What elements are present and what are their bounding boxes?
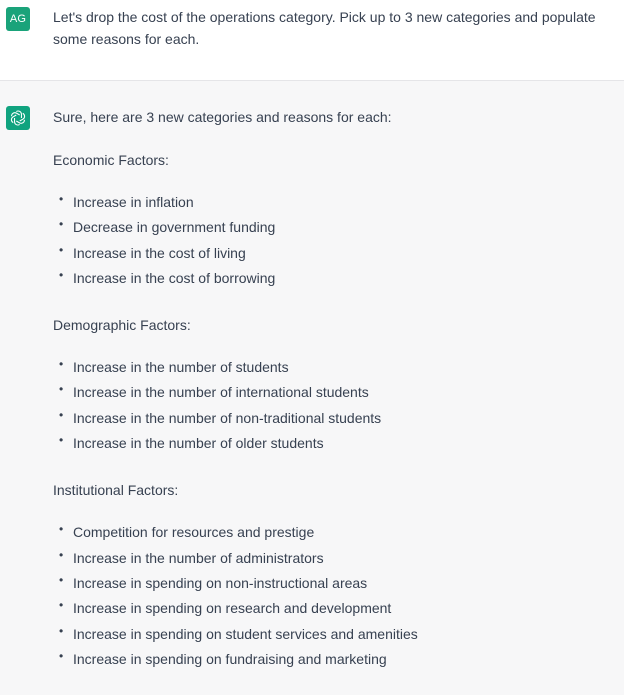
list-item-text: Increase in the cost of living	[73, 244, 246, 261]
demographic-factors-list	[53, 357, 613, 458]
list-item	[53, 357, 613, 382]
list-item-text: Increase in spending on research and development	[73, 600, 392, 617]
list-item	[53, 243, 613, 268]
list-item	[53, 433, 613, 458]
list-item-text: Increase in spending on student services and amenities	[73, 625, 418, 642]
bullet-icon: •	[59, 598, 64, 613]
list-item	[53, 548, 613, 573]
bullet-icon: •	[59, 648, 64, 663]
bullet-icon: •	[59, 547, 64, 562]
list-item-text: Decrease in government funding	[73, 219, 276, 236]
list-item	[53, 649, 613, 674]
list-item	[53, 624, 613, 649]
list-item	[53, 217, 613, 242]
list-item-text: Increase in the number of international students	[73, 384, 369, 401]
user-message-text: Let's drop the cost of the operations category. Pick up to 3 new categories and populate some reasons for each.	[53, 9, 596, 47]
list-item	[53, 268, 613, 293]
institutional-factors-list	[53, 522, 613, 674]
list-item-text: Increase in the number of administrators	[73, 549, 324, 566]
list-item-text: Increase in the number of non-traditional students	[73, 409, 382, 426]
list-item-text: Competition for resources and prestige	[73, 524, 315, 541]
bullet-icon: •	[59, 522, 64, 537]
bullet-icon: •	[59, 407, 64, 422]
openai-logo-icon	[6, 106, 30, 130]
list-item	[53, 382, 613, 407]
list-item	[53, 408, 613, 433]
bullet-icon: •	[59, 192, 64, 206]
list-item	[53, 192, 613, 217]
bullet-icon: •	[59, 433, 64, 448]
list-item	[53, 573, 613, 598]
list-item-text: Increase in inflation	[73, 194, 194, 210]
list-item-text: Increase in spending on non-instructional areas	[73, 574, 368, 591]
list-item-text: Increase in the cost of borrowing	[73, 269, 276, 286]
bullet-icon: •	[59, 217, 64, 232]
bullet-icon: •	[59, 357, 64, 372]
list-item-text: Increase in the number of students	[73, 359, 289, 376]
user-message	[0, 0, 624, 81]
list-item-text: Increase in spending on fundraising and marketing	[73, 650, 387, 667]
bullet-icon: •	[59, 267, 64, 282]
bullet-icon: •	[59, 242, 64, 257]
bullet-icon: •	[59, 623, 64, 638]
list-item	[53, 598, 613, 623]
assistant-message-content	[53, 107, 613, 695]
user-avatar: AG	[6, 7, 30, 31]
economic-factors-list	[53, 192, 613, 293]
section-title-demographic: Demographic Factors:	[53, 317, 191, 334]
section-title-institutional: Institutional Factors:	[53, 482, 179, 499]
list-item-text: Increase in the number of older students	[73, 435, 324, 452]
assistant-intro-text: Sure, here are 3 new categories and reasons for each:	[53, 109, 392, 125]
section-title-economic: Economic Factors:	[53, 152, 169, 168]
list-item	[53, 522, 613, 547]
bullet-icon: •	[59, 572, 64, 587]
bullet-icon: •	[59, 382, 64, 397]
assistant-message	[0, 81, 624, 695]
